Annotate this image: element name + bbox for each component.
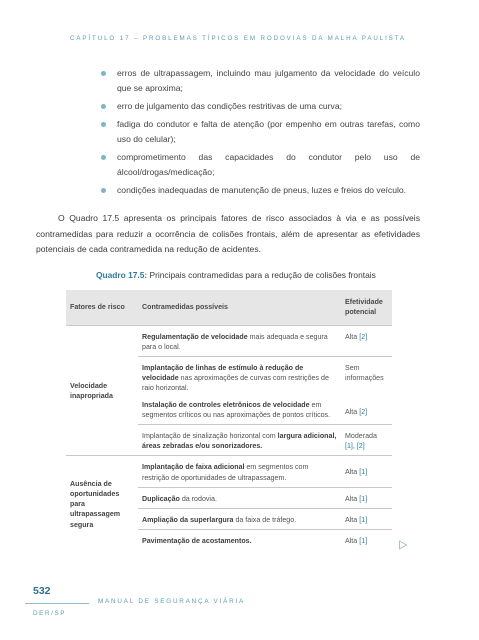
effect-cell: Alta [1] [341, 487, 392, 508]
bullet-dot-icon [101, 122, 106, 127]
measure-cell: Implantação de linhas de estímulo à redução de velocidade nas aproximações de curvas com restrições de raio horizontal. [138, 356, 341, 397]
table-row [66, 325, 392, 356]
effect-cell: Alta [2] [345, 407, 368, 416]
footer-divider [25, 603, 89, 604]
triangle-right-outline-icon [398, 540, 408, 550]
body-paragraph: O Quadro 17.5 apresenta os principais fatores de risco associados à via e as possíveis contramedidas para reduzir a ocorrência de colisões frontais, além de apresentar as efetividades potenciais de cada contramedida na redução de acidentes. [36, 213, 420, 254]
table-caption [96, 270, 376, 280]
column-header-effect: Efetividade potencial [341, 290, 392, 325]
risk-factor-cell: Velocidade inapropriada [66, 325, 138, 456]
measure-cell: Implantação de faixa adicional em segmentos com restrição de oportunidades de ultrapassagem. [138, 456, 341, 487]
chapter-header: CAPÍTULO 17 – PROBLEMAS TÍPICOS EM RODOVIAS DA MALHA PAULISTA [70, 35, 406, 42]
measure-cell: Duplicação da rodovia. [138, 487, 341, 508]
bullet-dot-icon [101, 71, 106, 76]
measure-cell: Instalação de controles eletrônicos de velocidade em segmentos críticos ou nas aproximações de pontos críticos. [142, 400, 331, 419]
measure-cell: Pavimentação de acostamentos. [138, 530, 341, 551]
page-number: 532 [33, 585, 51, 597]
measure-cell: Ampliação da superlargura da faixa de tráfego. [138, 508, 341, 529]
column-header-risk: Fatores de risco [66, 290, 138, 325]
list-item: erros de ultrapassagem, incluindo mau julgamento da velocidade do veículo que se aproxima; [100, 66, 420, 96]
countermeasures-table [66, 290, 392, 550]
effect-cell: Alta [1] [341, 530, 392, 551]
table-row [66, 456, 392, 487]
list-item: comprometimento das capacidades do condutor pelo uso de álcool/drogas/medicação; [100, 150, 420, 180]
bullet-dot-icon [101, 188, 106, 193]
list-item: condições inadequadas de manutenção de pneus, luzes e freios do veículo. [100, 183, 420, 198]
list-item: fadiga do condutor e falta de atenção (por empenho em outras tarefas, como uso do celular); [100, 117, 420, 147]
effect-cell: Alta [1] [341, 508, 392, 529]
bullet-dot-icon [101, 155, 106, 160]
risk-factor-list [100, 66, 420, 201]
bullet-dot-icon [101, 104, 106, 109]
effect-cell: Moderada [1], [2] [341, 424, 392, 455]
table-header-row [66, 290, 392, 325]
risk-factor-cell: Ausência de oportunidades para ultrapassagem segura [66, 456, 138, 551]
list-item: erro de julgamento das condições restritivas de uma curva; [100, 99, 420, 114]
table-caption-label: Quadro 17.5: [96, 270, 148, 280]
publisher-name: DER/SP [33, 610, 67, 617]
column-header-measure: Contramedidas possíveis [138, 290, 341, 325]
manual-title: MANUAL DE SEGURANÇA VIÁRIA [98, 598, 245, 605]
effect-cell: Alta [2] [341, 325, 392, 356]
table-caption-text: Principais contramedidas para a redução de colisões frontais [149, 270, 376, 280]
effect-cell: Alta [1] [341, 456, 392, 487]
measure-cell: Regulamentação de velocidade mais adequada e segura para o local. [138, 325, 341, 356]
effect-cell: Sem informações [341, 356, 392, 397]
measure-cell: Implantação de sinalização horizontal com largura adicional, áreas zebradas e/ou sonorizadores. [138, 424, 341, 455]
